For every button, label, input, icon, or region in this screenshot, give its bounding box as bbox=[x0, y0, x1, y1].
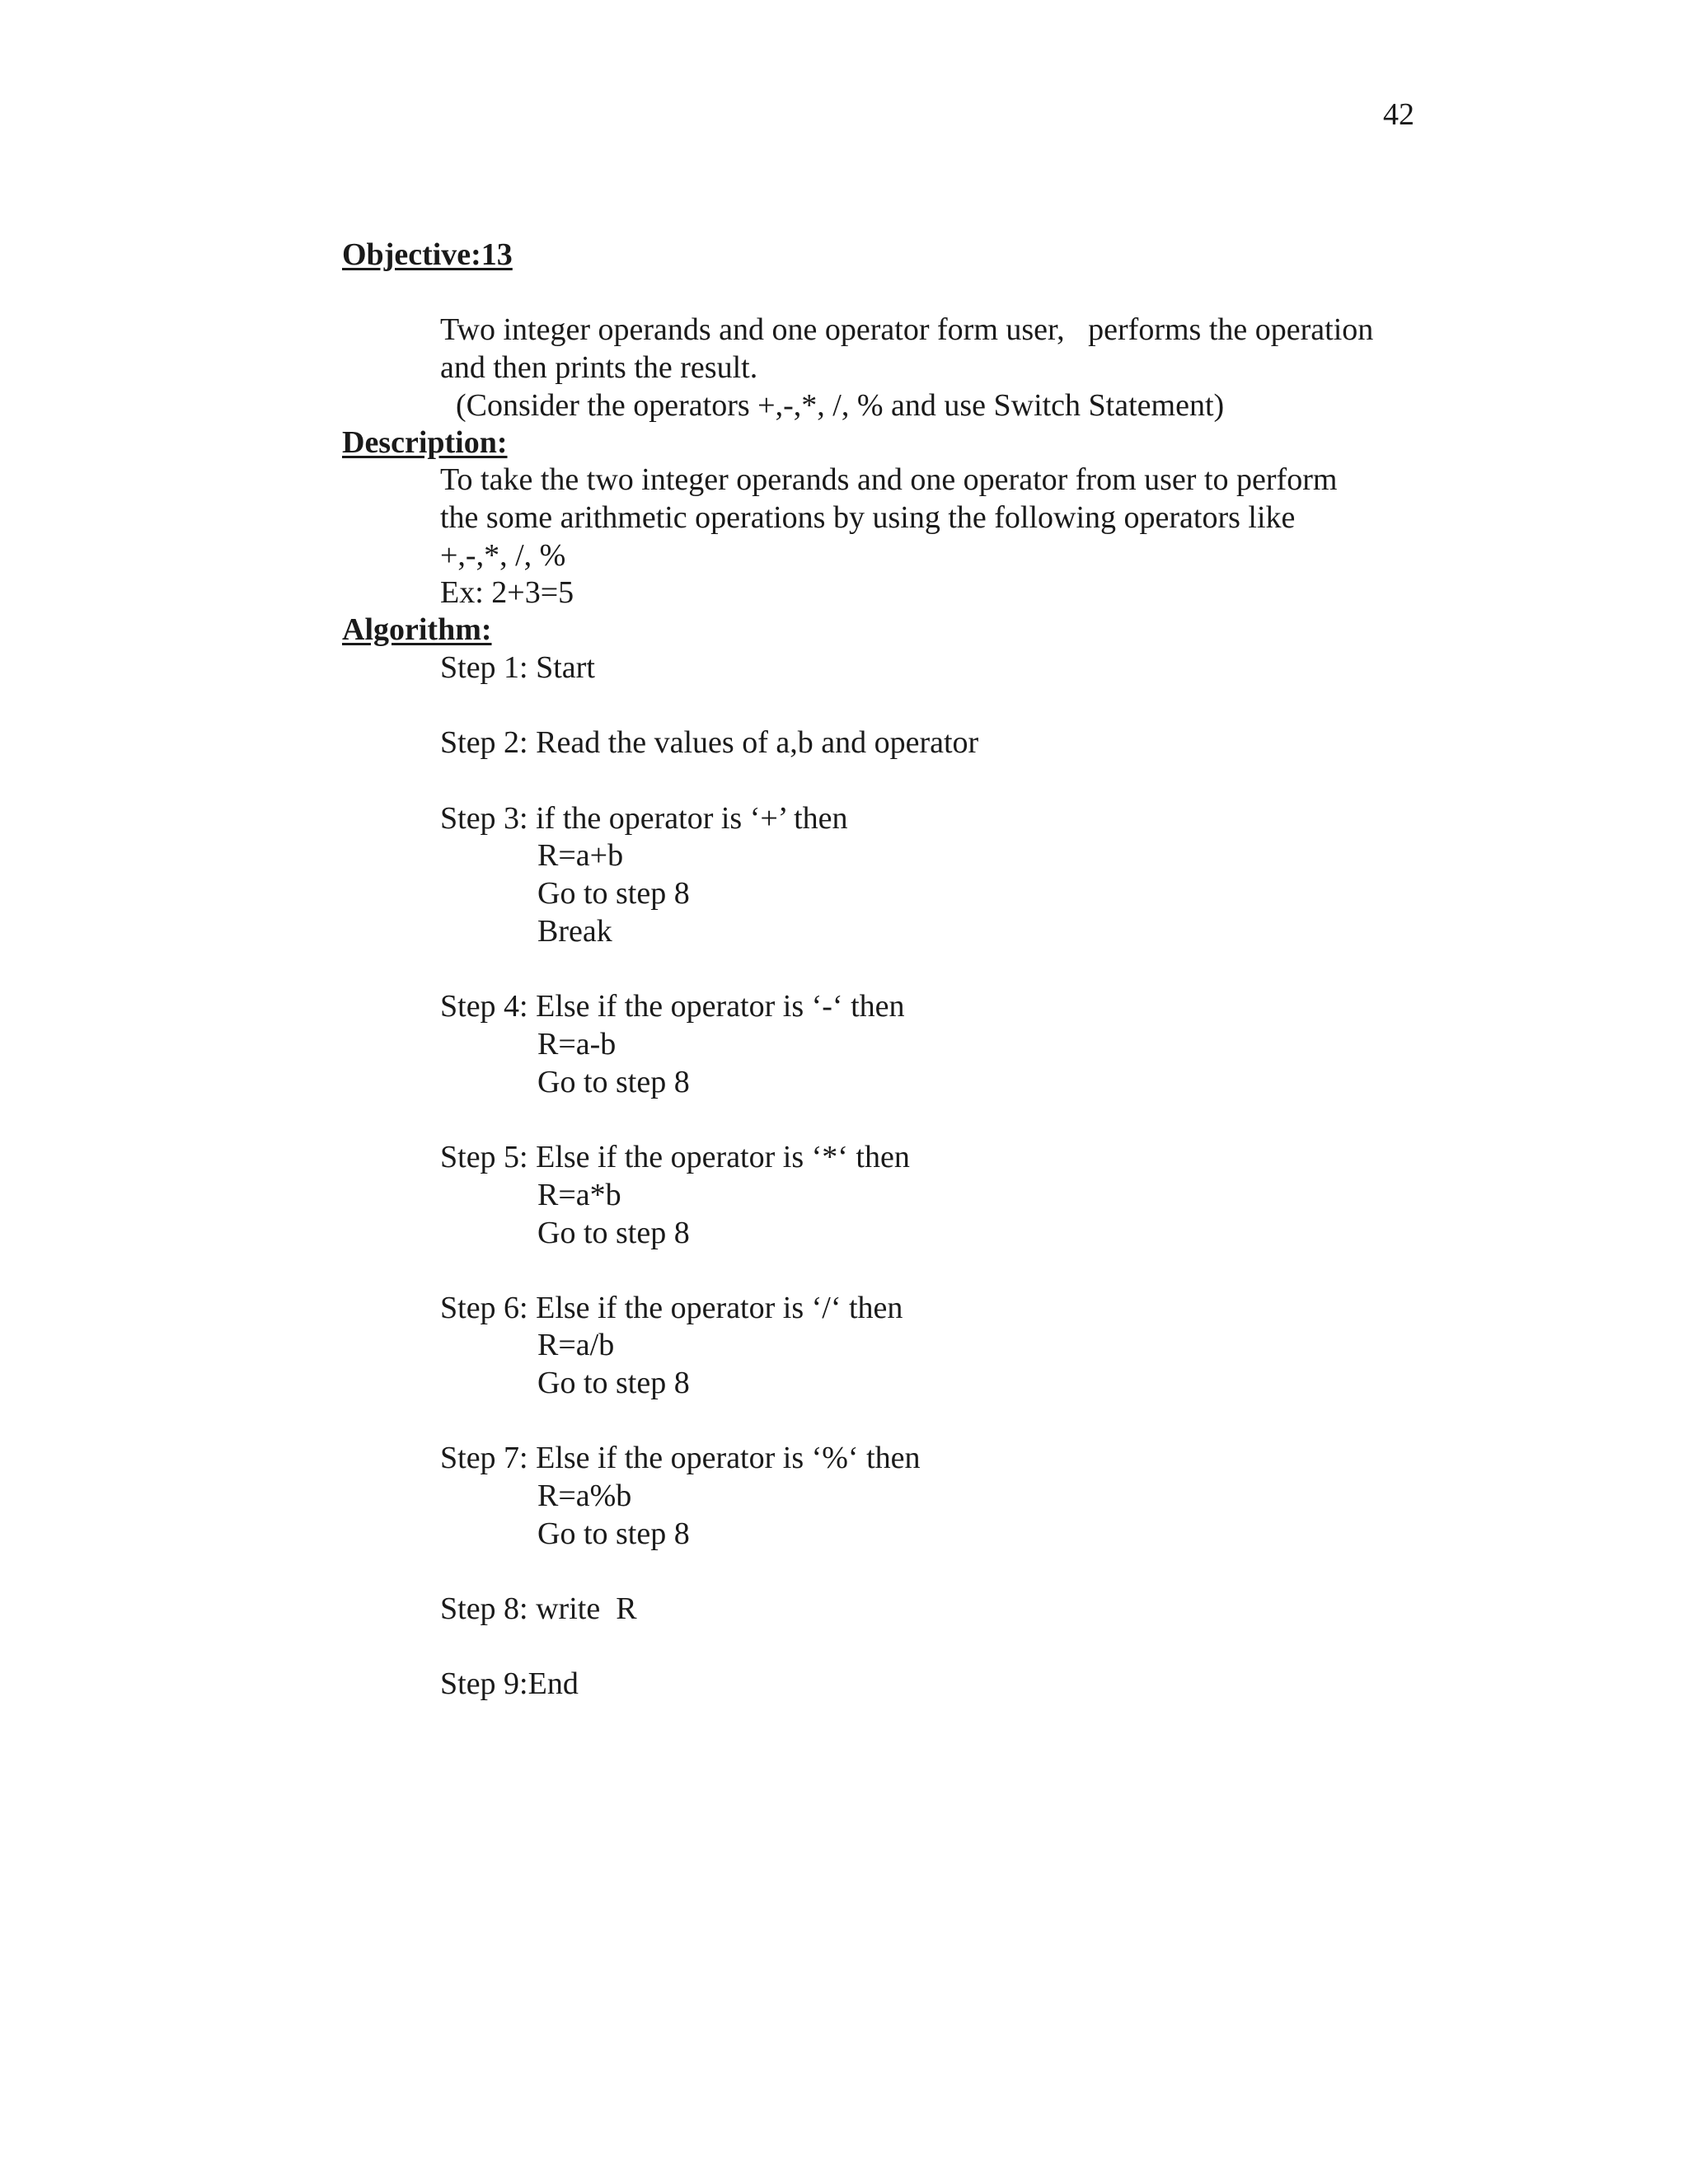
algorithm-step-4-line: R=a-b bbox=[537, 1027, 617, 1062]
algorithm-step-7-line: Go to step 8 bbox=[537, 1516, 690, 1551]
algorithm-step-6: Step 6: Else if the operator is ‘/‘ then bbox=[440, 1291, 903, 1325]
algorithm-step-1: Step 1: Start bbox=[440, 650, 595, 685]
algorithm-step-5-line: Go to step 8 bbox=[537, 1216, 690, 1250]
objective-heading: Objective:13 bbox=[342, 237, 513, 272]
algorithm-step-9: Step 9:End bbox=[440, 1666, 579, 1701]
algorithm-step-3-line: Break bbox=[537, 914, 612, 949]
page-number: 42 bbox=[1383, 97, 1414, 132]
algorithm-step-4: Step 4: Else if the operator is ‘-‘ then bbox=[440, 989, 905, 1024]
description-line-2: the some arithmetic operations by using the following operators like bbox=[440, 500, 1296, 535]
algorithm-step-7-line: R=a%b bbox=[537, 1479, 632, 1513]
algorithm-step-3: Step 3: if the operator is ‘+’ then bbox=[440, 801, 848, 836]
objective-line-2: and then prints the result. bbox=[440, 350, 758, 385]
algorithm-step-7: Step 7: Else if the operator is ‘%‘ then bbox=[440, 1441, 921, 1475]
algorithm-step-5: Step 5: Else if the operator is ‘*‘ then bbox=[440, 1140, 910, 1174]
algorithm-step-5-line: R=a*b bbox=[537, 1178, 621, 1212]
description-line-1: To take the two integer operands and one operator from user to perform bbox=[440, 462, 1338, 497]
algorithm-step-8: Step 8: write R bbox=[440, 1591, 637, 1626]
algorithm-step-2: Step 2: Read the values of a,b and operator bbox=[440, 725, 979, 760]
algorithm-step-4-line: Go to step 8 bbox=[537, 1065, 690, 1099]
objective-line-3: (Consider the operators +,-,*, /, % and use Switch Statement) bbox=[456, 388, 1225, 423]
algorithm-step-6-line: R=a/b bbox=[537, 1328, 615, 1362]
algorithm-step-6-line: Go to step 8 bbox=[537, 1366, 690, 1400]
algorithm-step-3-line: R=a+b bbox=[537, 838, 624, 873]
objective-line-1: Two integer operands and one operator form user, performs the operation bbox=[440, 312, 1374, 347]
algorithm-heading: Algorithm: bbox=[342, 612, 492, 647]
description-example: Ex: 2+3=5 bbox=[440, 575, 574, 610]
description-heading: Description: bbox=[342, 425, 508, 460]
description-line-3: +,-,*, /, % bbox=[440, 538, 566, 573]
algorithm-step-3-line: Go to step 8 bbox=[537, 876, 690, 911]
